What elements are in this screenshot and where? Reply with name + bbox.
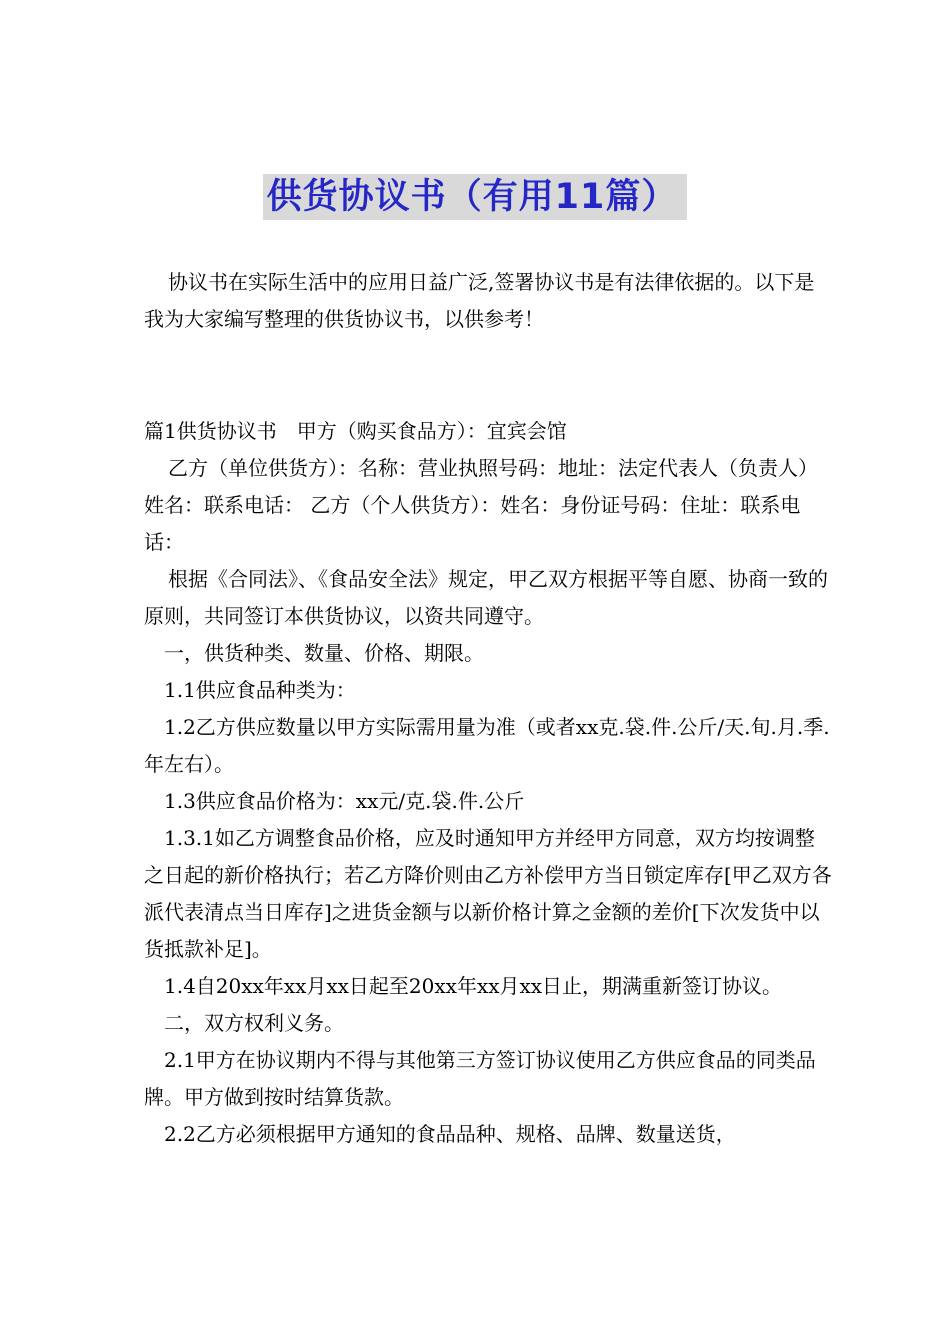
clause-1-3: 1.3供应食品价格为：xx元/克.袋.件.公斤 (164, 789, 525, 813)
clause-1-3-1: 1.3.1如乙方调整食品价格，应及时通知甲方并经甲方同意，双方均按调整之日起的新价格执行；若乙方降价则由乙方补偿甲方当日锁定库存[甲乙双方各派代表清点当日库存]之进货金额与以新价格计算之金额的差价[下次发货中以货抵款补足]。 (144, 826, 832, 961)
intro-section (144, 264, 834, 338)
section-heading: 篇1供货协议书 甲方（购买食品方）：宜宾会馆 (144, 419, 567, 443)
intro-paragraph: 协议书在实际生活中的应用日益广泛,签署协议书是有法律依据的。以下是我为大家编写整理的供货协议书，以供参考！ (144, 270, 815, 331)
clause-1-2: 1.2乙方供应数量以甲方实际需用量为准（或者xx克.袋.件.公斤/天.旬.月.季.年左右）。 (144, 715, 830, 776)
clause-heading-2: 二，双方权利义务。 (164, 1011, 344, 1035)
title-area (0, 174, 950, 220)
document-title: 供货协议书（有用11篇） (263, 174, 688, 220)
clause-2-1: 2.1甲方在协议期内不得与其他第三方签订协议使用乙方供应食品的同类品牌。甲方做到按时结算货款。 (144, 1048, 816, 1109)
party-b-info: 乙方（单位供货方）：名称：营业执照号码：地址：法定代表人（负责人）姓名：联系电话： 乙方（个人供货方）：姓名：身份证号码：住址：联系电话： (144, 456, 818, 554)
legal-basis: 根据《合同法》、《食品安全法》规定，甲乙双方根据平等自愿、协商一致的原则，共同签订本供货协议，以资共同遵守。 (144, 567, 828, 628)
clause-1-1: 1.1供应食品种类为： (164, 678, 356, 702)
clause-heading-1: 一，供货种类、数量、价格、期限。 (164, 641, 484, 665)
clause-1-4: 1.4自20xx年xx月xx日起至20xx年xx月xx日止，期满重新签订协议。 (164, 974, 783, 998)
clause-2-2: 2.2乙方必须根据甲方通知的食品品种、规格、品牌、数量送货， (164, 1122, 736, 1146)
agreement-body (144, 413, 834, 1153)
